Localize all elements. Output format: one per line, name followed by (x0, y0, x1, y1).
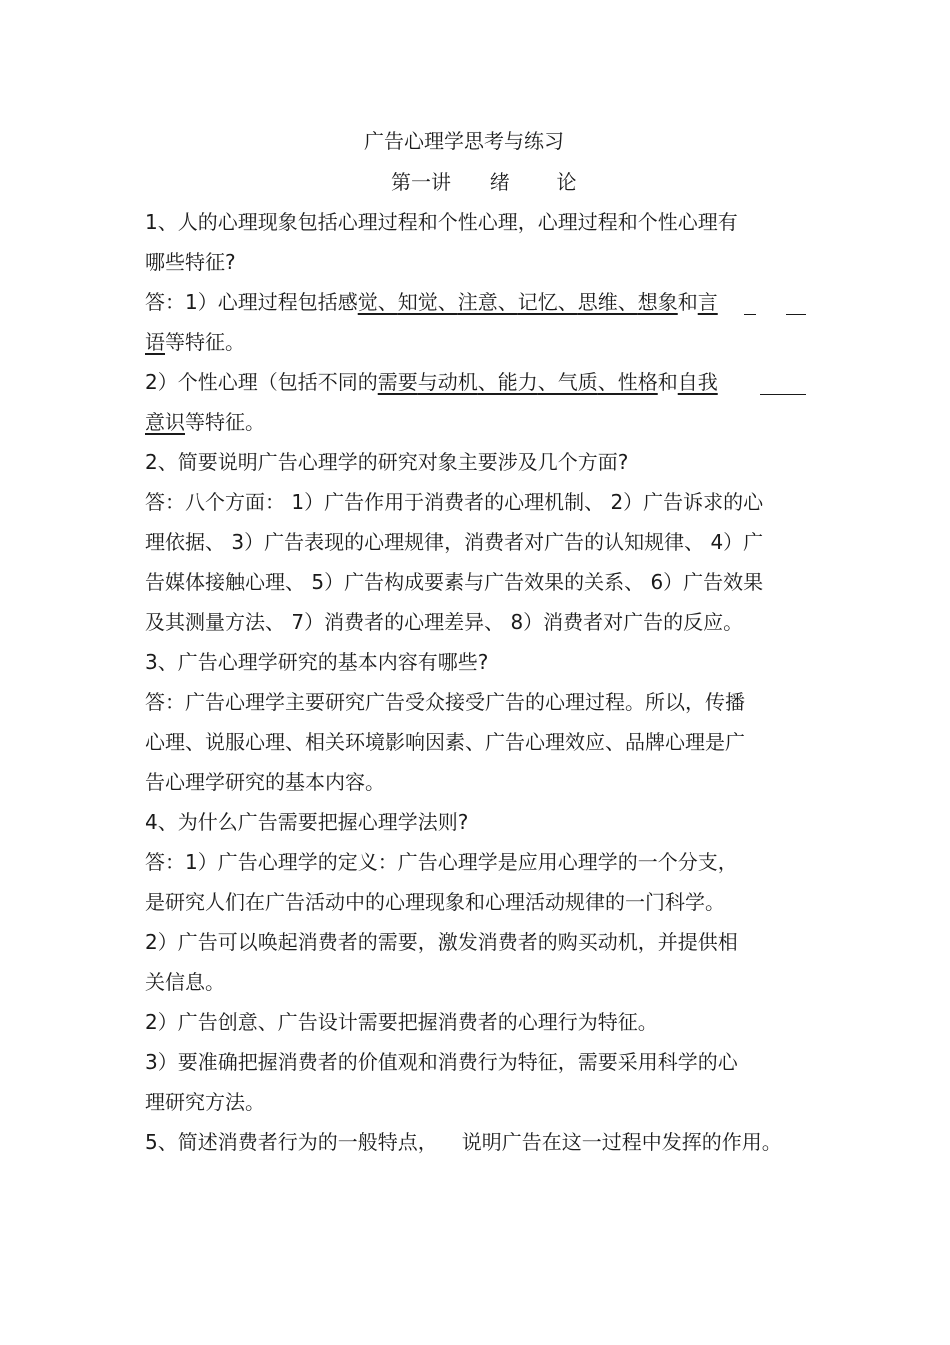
answer-4-line-2: 是研究人们在广告活动中的心理现象和心理活动规律的一门科学。 (145, 890, 725, 914)
underlined-term: 思维、 (577, 290, 638, 314)
answer-1-part-2-line-2 (145, 409, 265, 435)
lecture-heading (391, 169, 576, 195)
fill-blank-line (744, 314, 756, 315)
answer-text: 等特征。 (185, 410, 265, 434)
underlined-term: 言 (697, 290, 718, 314)
question-3: 3、广告心理学研究的基本内容有哪些? (145, 650, 489, 674)
answer-3-line-1: 答：广告心理学主要研究广告受众接受广告的心理过程。所以，传播 (145, 690, 745, 714)
underlined-term: 想象 (637, 290, 678, 314)
fill-blank-line (786, 314, 806, 315)
question-5 (145, 1129, 782, 1155)
underlined-term: 需要 (377, 370, 418, 394)
answer-4-line-3: 2）广告可以唤起消费者的需要，激发消费者的购买动机，并提供相 (145, 930, 738, 954)
document-title: 广告心理学思考与练习 (364, 129, 564, 153)
answer-text: 答：1）心理过程包括感 (145, 290, 358, 314)
question-5-part-2: 说明广告在这一过程中发挥的作用。 (461, 1130, 782, 1154)
answer-text: 和 (677, 290, 698, 314)
question-4: 4、为什么广告需要把握心理学法则? (145, 810, 469, 834)
answer-1-part-2-line-1 (145, 369, 718, 395)
answer-1-part-1-line-1 (145, 289, 718, 315)
question-1-line-1: 1、人的心理现象包括心理过程和个性心理，心理过程和个性心理有 (145, 210, 738, 234)
underlined-term: 、性格 (597, 370, 658, 394)
answer-text: 2）个性心理（包括不同的 (145, 370, 378, 394)
answer-1-part-1-line-2 (145, 329, 245, 355)
answer-2-line-4: 及其测量方法、 7）消费者的心理差异、 8）消费者对广告的反应。 (145, 610, 744, 634)
answer-2-line-1: 答：八个方面： 1）广告作用于消费者的心理机制、 2）广告诉求的心 (145, 490, 764, 514)
answer-4-line-6: 3）要准确把握消费者的价值观和消费行为特征，需要采用科学的心 (145, 1050, 738, 1074)
lecture-label: 第一讲 (391, 170, 451, 194)
underlined-term: 、能力 (477, 370, 538, 394)
answer-4-line-5: 2）广告创意、广告设计需要把握消费者的心理行为特征。 (145, 1010, 658, 1034)
underlined-term: 觉、 (357, 290, 398, 314)
answer-3-line-2: 心理、说服心理、相关环境影响因素、广告心理效应、品牌心理是广 (145, 730, 745, 754)
question-1-line-2: 哪些特征? (145, 250, 236, 274)
underlined-term: 意识 (145, 410, 185, 434)
underlined-term: 自我 (677, 370, 718, 394)
lecture-char-1: 绪 (489, 170, 510, 194)
underlined-term: 记忆、 (517, 290, 578, 314)
underlined-term: 、气质 (537, 370, 598, 394)
underlined-term: 与动机 (417, 370, 478, 394)
answer-text: 和 (657, 370, 678, 394)
lecture-char-2: 论 (556, 170, 577, 194)
underlined-term: 注意、 (457, 290, 518, 314)
question-2: 2、简要说明广告心理学的研究对象主要涉及几个方面? (145, 450, 629, 474)
answer-4-line-4: 关信息。 (145, 970, 225, 994)
question-5-part-1: 5、简述消费者行为的一般特点， (145, 1130, 438, 1154)
answer-4-line-1: 答：1）广告心理学的定义：广告心理学是应用心理学的一个分支， (145, 850, 738, 874)
answer-4-line-7: 理研究方法。 (145, 1090, 265, 1114)
answer-2-line-3: 告媒体接触心理、 5）广告构成要素与广告效果的关系、 6）广告效果 (145, 570, 764, 594)
answer-2-line-2: 理依据、 3）广告表现的心理规律，消费者对广告的认知规律、 4）广 (145, 530, 764, 554)
fill-blank-line (760, 394, 806, 395)
answer-3-line-3: 告心理学研究的基本内容。 (145, 770, 385, 794)
underlined-term: 知觉、 (397, 290, 458, 314)
answer-text: 等特征。 (165, 330, 245, 354)
underlined-term: 语 (145, 330, 165, 354)
